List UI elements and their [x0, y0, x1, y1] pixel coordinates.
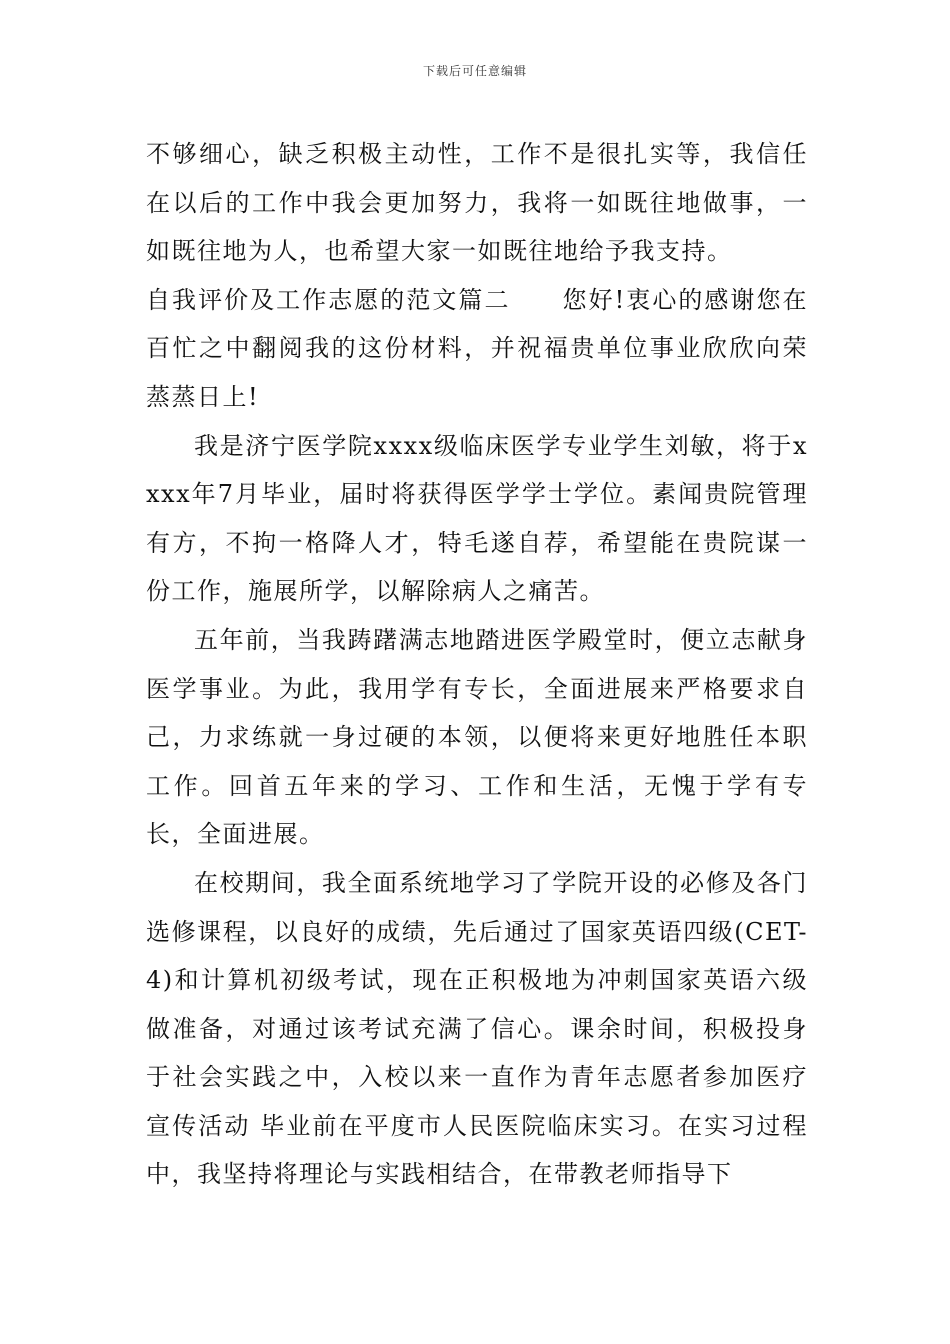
- paragraph-continuation: 不够细心，缺乏积极主动性，工作不是很扎实等，我信任在以后的工作中我会更加努力，我将一如既往地做事，一如既往地为人，也希望大家一如既往地给予我支持。: [146, 140, 808, 266]
- document-body: [146, 130, 808, 1199]
- paragraph-school-experience: 在校期间，我全面系统地学习了学院开设的必修及各门选修课程，以良好的成绩，先后通过了国家英语四级(CET-4)和计算机初级考试，现在正积极地为冲刺国家英语六级做准备，对通过该考试充满了信心。课余时间，积极投身于社会实践之中，入校以来一直作为青年志愿者参加医疗宣传活动 毕业前在平度市人民医院临床实习。在实习过程中，我坚持将理论与实践相结合，在带教老师指导下: [146, 868, 808, 1189]
- paragraph-self-introduction: 我是济宁医学院xxxx级临床医学专业学生刘敏，将于xxxx年7月毕业，届时将获得医学学士学位。素闻贵院管理有方，不拘一格降人才，特毛遂自荐，希望能在贵院谋一份工作，施展所学，以解除病人之痛苦。: [146, 431, 808, 606]
- paragraph-section-two-greeting: 自我评价及工作志愿的范文篇二 您好!衷心的感谢您在百忙之中翻阅我的这份材料，并祝福贵单位事业欣欣向荣蒸蒸日上!: [146, 285, 808, 411]
- header-note: 下载后可任意编辑: [422, 64, 527, 78]
- paragraph-medical-aspiration: 五年前，当我踌躇满志地踏进医学殿堂时，便立志献身医学事业。为此，我用学有专长，全面进展来严格要求自己，力求练就一身过硬的本领，以便将来更好地胜任本职工作。回首五年来的学习、工作和生活，无愧于学有专长，全面进展。: [146, 625, 808, 849]
